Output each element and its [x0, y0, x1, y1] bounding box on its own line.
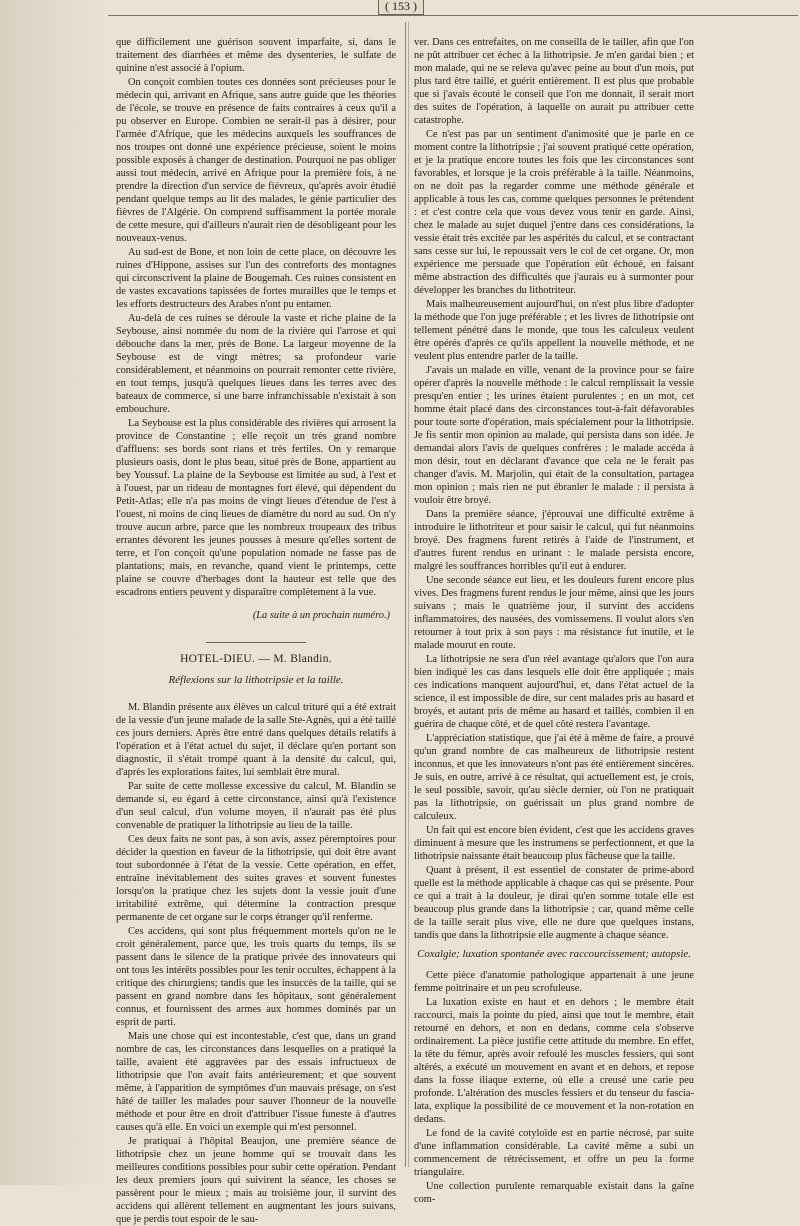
- paragraph: La luxation existe en haut et en dehors ; le membre était raccourci, mais la pointe du pied, ainsi que tout le membre, était retourné en dehors, et non en dedans, comme cela s'observe ordinairement. La pièce justifie cette attitude du membre. En effet, la tête du fémur, après avoir refoulé les muscles fessiers, qui sont altérés, a exécuté un mouvement en avant et en dehors, et repose dans la fosse iliaque externe, où elle a creusé une carie peu profonde. L'altération des muscles fessiers et du tenseur du fascia-lata, explique la possibilité de ce mouvement et la non-rotation en dedans.: [414, 997, 694, 1125]
- column-divider: [405, 22, 406, 1167]
- page-shadow: [0, 0, 108, 1185]
- case-heading: Coxalgie; luxation spontanée avec raccourcissement; autopsie.: [417, 948, 691, 960]
- paragraph: J'avais un malade en ville, venant de la province pour se faire opérer d'après la nouvelle méthode : le calcul remplissait la vessie presqu'en entier ; les urines étaient purulentes ; en un mot, cet homme était placé dans des circonstances tout-à-fait défavorables pour toute sorte d'opération, mais spécialement pour la lithotripsie. Je fis sentir mon opinion au malade, qui persista dans son idée. Je demandai alors l'avis de quelques confrères : le malade accéda à mon désir, tout en déclarant d'avance que cela ne le ferait pas changer d'avis. M. Marjolin, qui était de la consultation, partagea mon opinion ; mais rien ne put ébranler le malade : il persista à vouloir être broyé.: [414, 365, 694, 506]
- paragraph: Par suite de cette mollesse excessive du calcul, M. Blandin se demande si, eu égard à cette circonstance, ainsi qu'à l'existence d'un seul calcul, d'un volume moyen, il n'aurait pas été plus convenable de pratiquer la lithotripsie au lieu de la taille.: [116, 781, 396, 831]
- section-heading: HOTEL-DIEU. — M. Blandin.: [180, 653, 332, 665]
- paragraph: Dans la première séance, j'éprouvai une difficulté extrême à introduire le lithotriteur et pour saisir le calcul, qui fut néanmoins broyé. Des fragmens furent retirés à l'aide de l'instrument, et d'autres furent rendus en urinant : le malade persista encore, malgré les souffrances horribles qu'il eut à endurer.: [414, 509, 694, 572]
- paragraph: Mais malheureusement aujourd'hui, on n'est plus libre d'adopter la méthode que l'on juge préférable ; et les livres de lithotripsie ont tellement pénétré dans le monde, que tous les calculeux veulent être opérés d'après ce qu'ils appellent la nouvelle méthode, et ne veulent plus entendre parler de la taille.: [414, 299, 694, 362]
- page-number: ( 153 ): [378, 0, 424, 15]
- top-rule: [108, 15, 798, 16]
- left-column: [116, 36, 396, 1225]
- paragraph: On conçoit combien toutes ces données sont précieuses pour le médecin qui, arrivant en Afrique, sans autre guide que les théories de l'école, se trouve en présence de faits contraires à ceux qu'il a pu observer en Europe. Combien ne serait-il pas à désirer, pour l'armée d'Afrique, que les médecins auxquels les souffrances de nos troupes ont donné une expérience précieuse, soient le moins possible exposés à changer de destination. Pourquoi ne pas obliger aussi tout médecin, arrivé en Afrique pour la première fois, à ne prendre la direction d'un service de fiévreux, qu'après avoir étudié pendant quelque temps au lit des malades, le génie particulier des fièvres de l'Algérie. On comprend suffisamment la portée morale de cette mesure, qui d'ailleurs n'aurait rien de désobligeant pour les nouveaux-venus.: [116, 77, 396, 244]
- paragraph: Ces accidens, qui sont plus fréquemment mortels qu'on ne le croit généralement, parce que, les trois quarts du temps, ils se passent dans le silence de la pratique privée des innovateurs qui ont tous les intérêts possibles pour les tenir occultes, échappent à la critique des chirurgiens; tandis que les insuccès de la taille, qui se passent en grand nombre dans les hôpitaux, sont généralement connus, et fournissent des armes aux hommes dominés par un esprit de parti.: [116, 926, 396, 1028]
- continuation-note: (La suite à un prochain numéro.): [252, 610, 390, 621]
- paragraph: Ces deux faits ne sont pas, à son avis, assez péremptoires pour décider la question en faveur de la lithotripsie, qui doit être avant tout subordonnée à l'état de la vessie. Cette opération, en effet, entraîne inévitablement des suites graves et souvent funestes lorsqu'on la pratique chez les sujets dont la vessie jouit d'une irritabilité extrême, qui détermine la contraction presque permanente de cet organe sur le corps étranger qu'il renferme.: [116, 834, 396, 923]
- section-subheading: Réflexions sur la lithotripsie et la taille.: [168, 674, 344, 686]
- paragraph: ver. Dans ces entrefaites, on me conseilla de le tailler, afin que l'on ne pût attribuer cet échec à la lithotripsie. Je m'en gardai bien ; et mon malade, qui ne se releva qu'avec peine au bout d'un mois, put plus tard être taillé, et guérit entièrement. Il est plus que probable que si j'avais écouté le conseil que l'on me donnait, il serait mort des suites de l'opération, à laquelle on aurait pu attribuer cette catastrophe.: [414, 37, 694, 126]
- paragraph: Une seconde séance eut lieu, et les douleurs furent encore plus vives. Des fragmens furent rendus le jour même, ainsi que les jours suivans ; mais le quatrième jour, il survint des accidens inflammatoires, des nausées, des vomissemens. Il voulut alors s'en retourner à tout prix à son pays : ma résistance fut inutile, et le malade mourut en route.: [414, 575, 694, 651]
- paragraph: Quant à présent, il est essentiel de constater de prime-abord quelle est la méthode applicable à chaque cas qui se présente. Pour ce qui a trait à la douleur, je dirai qu'en somme totale elle est beaucoup plus grande dans la lithotripsie ; car, quand même celle de la taille serait plus vive, elle ne dure que quelques instans, tandis que dans la lithotripsie elle augmente à chaque séance.: [414, 865, 694, 941]
- paragraph: La Seybouse est la plus considérable des rivières qui arrosent la province de Constantine ; elle reçoit un très grand nombre d'affluens: ses bords sont rians et très fertiles. On y remarque plusieurs oasis, dont le plus beau, situé près de Bone, appartient au bey Youssuf. La plaine de la Seybouse est limitée au sud, à l'est et à l'ouest, par un rideau de montagnes fort élevé, qui dépendent du Petit-Atlas; elle n'a pas moins de vingt lieues d'étendue de l'est à l'ouest, ni moins de cinq lieues de diamètre du nord au sud. On n'y trouve aucun arbre, parce que les nombreux troupeaux des tribus errantes dévorent les jeunes pousses à mesure qu'elles sortent de terre, et l'on conçoit qu'une population nomade ne fasse pas de plantations; mais, en revanche, quand vient le printemps, cette plaine se couvre d'herbages dont la hauteur est telle que des escadrons entiers peuvent y disparaître complètement à la vue.: [116, 418, 396, 598]
- paragraph: Cette pièce d'anatomie pathologique appartenait à une jeune femme poitrinaire et un peu scrofuleuse.: [414, 970, 694, 994]
- paragraph: que difficilement une guérison souvent imparfaite, si, dans le traitement des diarrhées et même des dysenteries, le sulfate de quinine n'est associé à l'opium.: [116, 37, 396, 74]
- paragraph: Le fond de la cavité cotyloïde est en partie nécrosé, par suite d'une inflammation considérable. La cavité même a subi un commencement de rétrécissement, et offre un peu la forme triangulaire.: [414, 1128, 694, 1178]
- paragraph: La lithotripsie ne sera d'un réel avantage qu'alors que l'on aura bien indiqué les cas dans lesquels elle doit être appliquée ; mais ces indications manquent aujourd'hui, et, dans l'état actuel de la science, il est impossible de dire, sur cent malades pris au hasard et broyés, et autant pris de même au hasard et taillés, combien il en guérira de chaque côté, et de quel côté restera l'avantage.: [414, 654, 694, 730]
- paragraph: Un fait qui est encore bien évident, c'est que les accidens graves diminuent à mesure que les instrumens se perfectionnent, et que la lithotripsie naissante était beaucoup plus fâcheuse que la taille.: [414, 825, 694, 862]
- paragraph: Une collection purulente remarquable existait dans la gaîne com-: [414, 1181, 694, 1205]
- column-divider-inner: [408, 22, 409, 1167]
- paragraph: L'appréciation statistique, que j'ai été à même de faire, a prouvé qu'un grand nombre de cas malheureux de lithotripsie restent inconnus, et que les innovateurs n'ont pas été entièrement sincères. Je suis, en outre, arrivé à ce résultat, qui actuellement est, je crois, le seul possible, savoir, qu'au siècle dernier, où l'on ne pratiquait pas la lithotripsie, on guérissait un plus grand nombre de calculeux.: [414, 733, 694, 822]
- right-column: [414, 36, 694, 1205]
- paragraph: Mais une chose qui est incontestable, c'est que, dans un grand nombre de cas, les circonstances dans lesquelles on a pratiqué la taille, avaient été aggravées par des essais infructueux de lithotripsie que l'on avait faits antérieurement; et que souvent même, à l'apparition de symptômes d'un mauvais présage, on s'est hâté de tailler les malades pour sauver l'honneur de la nouvelle méthode et pour être en droit d'attribuer l'issue funeste à d'autres causes qu'à elle. En voici un exemple qui m'est personnel.: [116, 1031, 396, 1133]
- paragraph: Ce n'est pas par un sentiment d'animosité que je parle en ce moment contre la lithotripsie ; j'ai souvent pratiqué cette opération, et je la pratique encore toutes les fois que les circonstances sont favorables, et lorsque je la crois préférable à la taille. Néanmoins, on ne doit pas la regarder comme une méthode générale et applicable à tous les cas, comme quelques personnes le prétendent : et c'est contre cela que vous devez vous tenir en garde. Ainsi, chez le malade au sujet duquel j'entre dans ces considérations, la vessie était très excitée par les aspérités du calcul, et se contractant sans cesse sur lui, le repoussait vers le col de cet organe. Or, mon expérience me persuade que l'opération eût échoué, en faisant même abstraction des difficultés que j'aurais eu à surmonter pour développer les branches du lithotriteur.: [414, 129, 694, 296]
- section-separator: [206, 642, 306, 643]
- paragraph: Je pratiquai à l'hôpital Beaujon, une première séance de lithotripsie chez un jeune homme qui se trouvait dans les meilleures conditions possibles pour subir cette opération. Pendant les deux premiers jours qui suivirent la séance, les choses se passèrent pour le mieux ; mais au troisième jour, il survint des accidens qui allèrent tellement en augmentant les jours suivans, que je perdis tout espoir de le sau-: [116, 1136, 396, 1225]
- paragraph: M. Blandin présente aux élèves un calcul trituré qui a été extrait de la vessie d'un jeune malade de la salle Ste-Agnès, qui a été taillé ces jours derniers. Après être entré dans quelques détails relatifs à l'opération et à l'état actuel du sujet, il déclare qu'en portant son diagnostic, il s'était trompé quant à la densité du calcul, qui, d'après les explorations faites, lui semblait être mural.: [116, 702, 396, 778]
- paragraph: Au-delà de ces ruines se déroule la vaste et riche plaine de la Seybouse, ainsi nommée du nom de la rivière qui l'arrose et qui débouche dans la mer, près de Bone. La largeur moyenne de la Seybouse est de vingt mètres; sa profondeur varie considérablement, et néanmoins on pourrait remonter cette rivière, en tout temps, jusqu'à quelques lieues dans les terres avec des bateaux de commerce, si une barre infranchissable n'existait à son embouchure.: [116, 313, 396, 415]
- paragraph: Au sud-est de Bone, et non loin de cette place, on découvre les ruines d'Hippone, assises sur l'un des contreforts des montagnes qui circonscrivent la plaine de Bougemah. Ces ruines consistent en de vastes excavations tapissées de fortes murailles que le temps et les efforts destructeurs des Arabes n'ont pu entamer.: [116, 247, 396, 310]
